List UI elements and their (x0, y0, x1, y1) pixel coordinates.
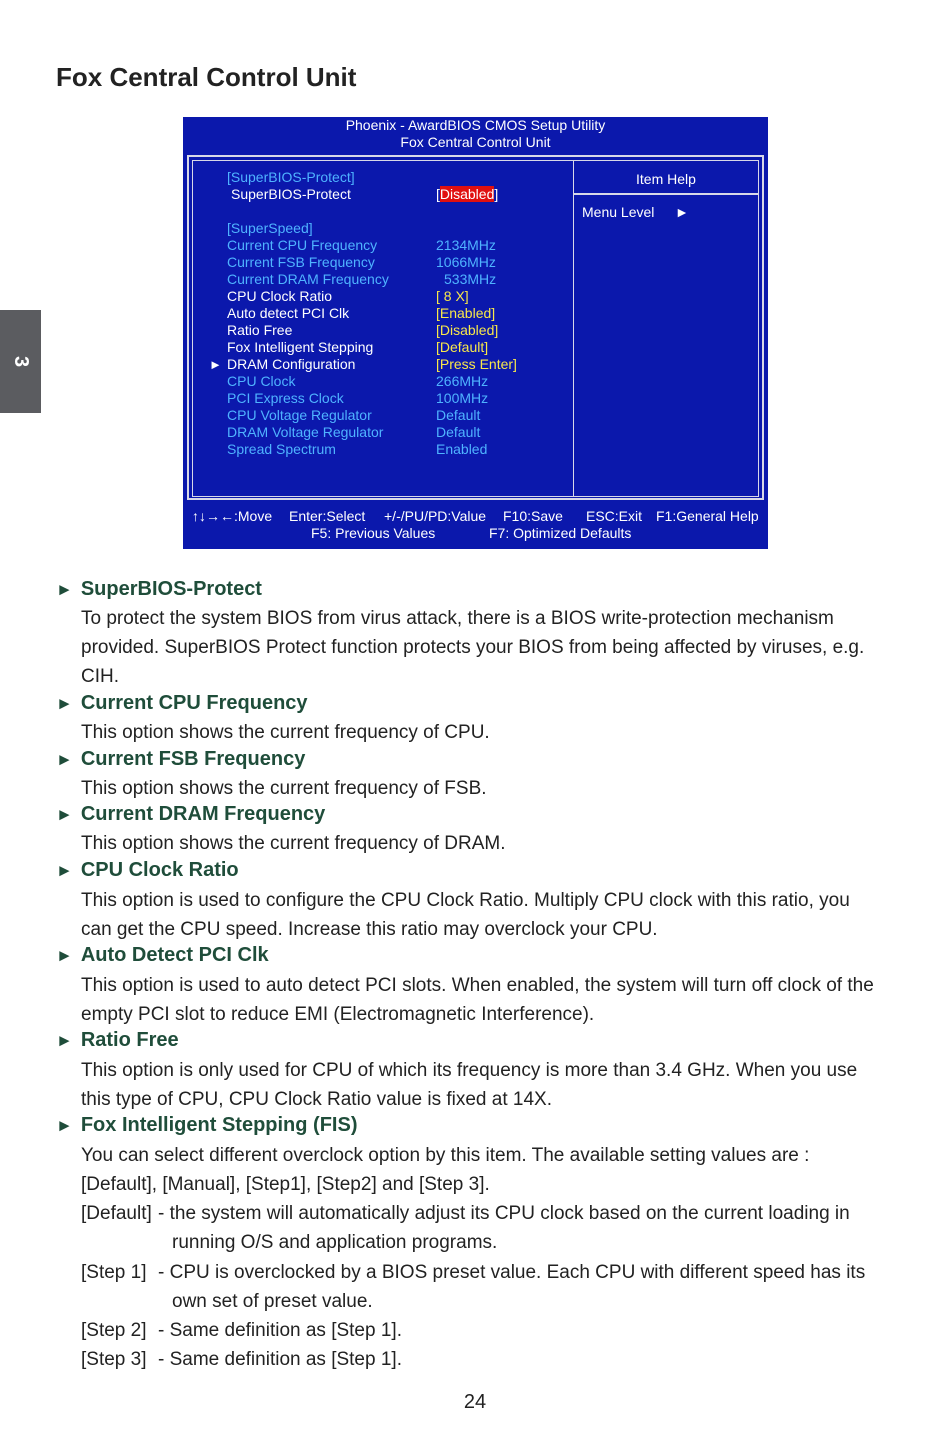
footer-general-help: F1:General Help (656, 508, 759, 524)
triangle-bullet-icon: ► (56, 861, 73, 880)
bios-value-ratio-free[interactable]: [Disabled] (436, 322, 499, 338)
triangle-bullet-icon: ► (56, 580, 73, 599)
bios-item-pci-express-clock: PCI Express Clock (227, 390, 344, 406)
triangle-bullet-icon: ► (56, 1031, 73, 1050)
fis-option-desc: - CPU is overclocked by a BIOS preset value. Each CPU with different speed has its (158, 1262, 866, 1283)
section-text: can get the CPU speed. Increase this ratio may overclock your CPU. (81, 919, 658, 940)
fis-option-tag: [Step 2] (81, 1320, 147, 1341)
triangle-bullet-icon: ► (56, 805, 73, 824)
footer-exit: ESC:Exit (586, 508, 643, 524)
bios-item-cpu-voltage: CPU Voltage Regulator (227, 407, 372, 423)
section-text: empty PCI slot to reduce EMI (Electromagnetic Interference). (81, 1004, 595, 1025)
bios-group-superbios: [SuperBIOS-Protect] (227, 169, 355, 185)
fis-option-tag: [Step 3] (81, 1349, 147, 1370)
triangle-bullet-icon: ► (56, 1116, 73, 1135)
section-heading: ► CPU Clock Ratio (56, 859, 239, 881)
triangle-bullet-icon: ► (56, 946, 73, 965)
bios-value-auto-detect-pci[interactable]: [Enabled] (436, 305, 496, 321)
fis-option-desc: - Same definition as [Step 1]. (158, 1349, 402, 1370)
bios-divider (573, 161, 574, 496)
bios-value-cpu-frequency: 2134MHz (436, 237, 496, 253)
section-text: provided. SuperBIOS Protect function protects your BIOS from being affected by viruses, e.g. (81, 637, 865, 658)
chapter-tab (0, 310, 41, 413)
bios-value-fox-intelligent-stepping[interactable]: [Default] (436, 339, 489, 355)
section-heading: ► Current DRAM Frequency (56, 803, 326, 825)
section-heading: ► Auto Detect PCI Clk (56, 944, 269, 966)
footer-move: ↑↓→←:Move (192, 508, 273, 524)
bios-item-cpu-clock: CPU Clock (227, 373, 296, 389)
bios-item-dram-frequency: Current DRAM Frequency (227, 271, 389, 287)
item-help-underline (574, 193, 758, 195)
bios-item-spread-spectrum: Spread Spectrum (227, 441, 336, 457)
section-text: This option is used to configure the CPU Clock Ratio. Multiply CPU clock with this ratio, you (81, 890, 850, 911)
page-title: Fox Central Control Unit (56, 62, 357, 92)
bios-item-fox-intelligent-stepping[interactable]: Fox Intelligent Stepping (227, 339, 374, 355)
section-text: This option shows the current frequency of CPU. (81, 722, 490, 743)
bios-value-superbios-protect[interactable]: [Disabled] (436, 186, 499, 202)
triangle-bullet-icon: ► (56, 750, 73, 769)
bios-header-line2: Fox Central Control Unit (400, 134, 551, 150)
section-text: This option shows the current frequency of DRAM. (81, 833, 506, 854)
footer-save: F10:Save (503, 508, 563, 524)
section-heading: ► SuperBIOS-Protect (56, 578, 262, 600)
triangle-bullet-icon: ► (56, 694, 73, 713)
bios-item-dram-configuration[interactable]: DRAM Configuration (227, 356, 356, 372)
bios-value-fsb-frequency: 1066MHz (436, 254, 496, 270)
fis-option-desc: - Same definition as [Step 1]. (158, 1320, 402, 1341)
footer-select: Enter:Select (289, 508, 366, 524)
bios-item-dram-voltage: DRAM Voltage Regulator (227, 424, 384, 440)
section-text: This option shows the current frequency of FSB. (81, 778, 487, 799)
bios-inner-frame (192, 160, 759, 497)
fis-option-cont: running O/S and application programs. (172, 1232, 498, 1253)
bios-value-spread-spectrum: Enabled (436, 441, 488, 457)
section-text: To protect the system BIOS from virus attack, there is a BIOS write-protection mechanism (81, 608, 834, 629)
bios-value-dram-frequency: 533MHz (444, 271, 497, 287)
page-number: 24 (463, 1391, 487, 1413)
bios-item-fsb-frequency: Current FSB Frequency (227, 254, 375, 270)
bios-value-dram-configuration[interactable]: [Press Enter] (436, 356, 517, 372)
bios-item-cpu-clock-ratio[interactable]: CPU Clock Ratio (227, 288, 333, 304)
bios-value-pci-express-clock: 100MHz (436, 390, 489, 406)
section-text: [Default], [Manual], [Step1], [Step2] and [Step 3]. (81, 1174, 490, 1195)
fis-option-desc: - the system will automatically adjust its CPU clock based on the current loading in (158, 1203, 850, 1224)
section-text: CIH. (81, 666, 119, 687)
bios-item-ratio-free[interactable]: Ratio Free (227, 322, 293, 338)
fis-option-tag: [Default] (81, 1203, 152, 1224)
footer-optimized-defaults: F7: Optimized Defaults (489, 525, 632, 541)
menu-level-label: Menu Level (582, 204, 655, 220)
fis-option-tag: [Step 1] (81, 1262, 147, 1283)
section-heading: ► Current FSB Frequency (56, 748, 306, 770)
bios-value-cpu-clock-ratio[interactable]: [ 8 X] (436, 288, 469, 304)
bios-header-line1: Phoenix - AwardBIOS CMOS Setup Utility (345, 117, 606, 133)
bios-value-dram-voltage: Default (436, 424, 481, 440)
bios-value-cpu-clock: 266MHz (436, 373, 489, 389)
bios-group-superspeed: [SuperSpeed] (227, 220, 313, 236)
section-text: This option is only used for CPU of which its frequency is more than 3.4 GHz. When you use (81, 1060, 858, 1081)
bios-screenshot (183, 117, 768, 549)
bios-item-cpu-frequency: Current CPU Frequency (227, 237, 378, 253)
bios-item-auto-detect-pci[interactable]: Auto detect PCI Clk (227, 305, 350, 321)
submenu-pointer-icon: ► (209, 357, 222, 372)
chapter-number: 3 (10, 355, 32, 368)
fis-option-cont: own set of preset value. (172, 1291, 373, 1312)
footer-value: +/-/PU/PD:Value (384, 508, 487, 524)
bios-main-frame (187, 155, 764, 500)
section-heading: ► Ratio Free (56, 1029, 179, 1051)
bios-value-cpu-voltage: Default (436, 407, 481, 423)
section-text: This option is used to auto detect PCI slots. When enabled, the system will turn off clock of the (81, 975, 874, 996)
item-help-title: Item Help (636, 171, 696, 187)
menu-level-arrow-icon: ► (675, 204, 689, 220)
footer-previous-values: F5: Previous Values (311, 525, 436, 541)
section-text: this type of CPU, CPU Clock Ratio value is fixed at 14X. (81, 1089, 552, 1110)
section-heading: ► Fox Intelligent Stepping (FIS) (56, 1114, 358, 1136)
bios-item-superbios-protect[interactable]: SuperBIOS-Protect (231, 186, 351, 202)
section-text: You can select different overclock option by this item. The available setting values are : (81, 1145, 810, 1166)
bios-value-highlight: Disabled (439, 186, 495, 202)
section-heading: ► Current CPU Frequency (56, 692, 308, 714)
